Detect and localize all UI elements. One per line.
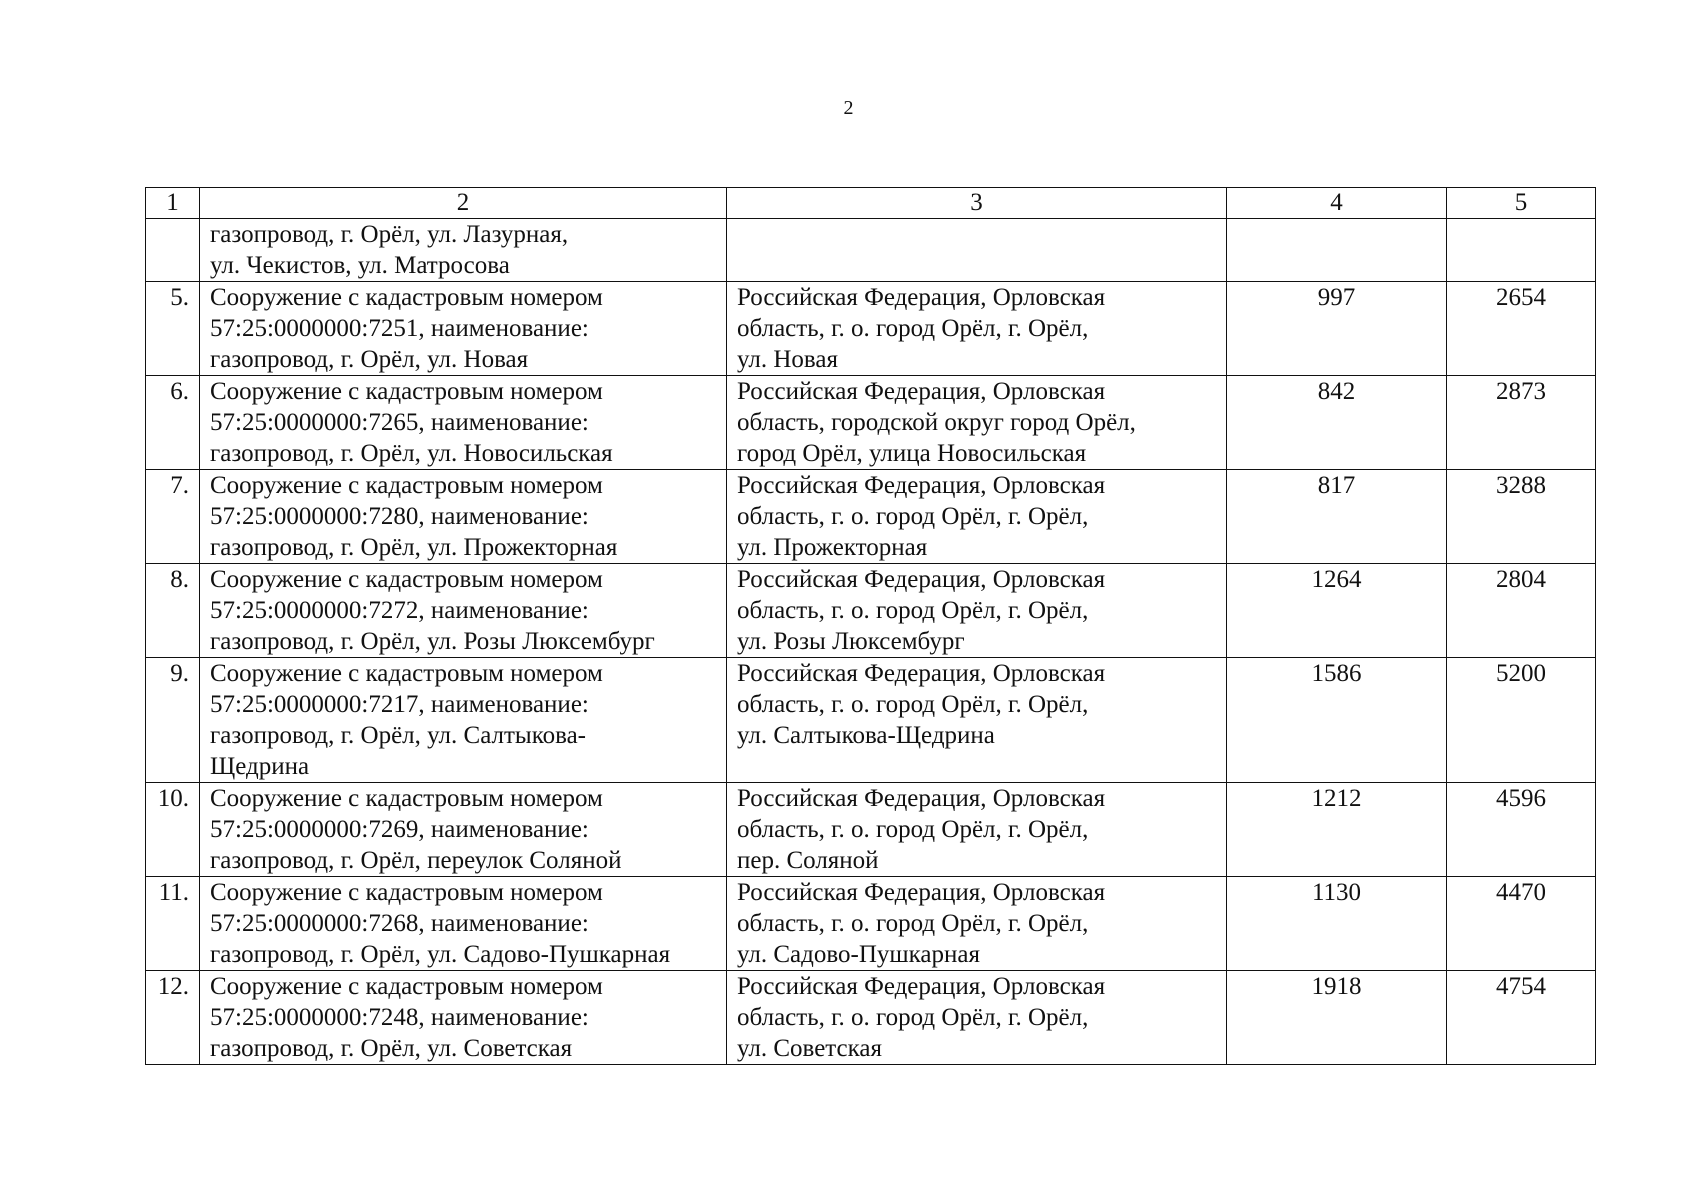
description-line: 57:25:0000000:7265, наименование: — [210, 409, 589, 436]
column-4-value: 817 — [1227, 470, 1447, 564]
object-address — [727, 877, 1227, 971]
column-4-value: 842 — [1227, 376, 1447, 470]
column-5-value: 5200 — [1447, 658, 1596, 783]
object-address — [727, 658, 1227, 783]
description-line: Сооружение с кадастровым номером — [210, 660, 603, 687]
address-line: Российская Федерация, Орловская — [737, 879, 1106, 906]
address-line: Российская Федерация, Орловская — [737, 973, 1106, 1000]
table-row — [146, 971, 1596, 1065]
address-line: Российская Федерация, Орловская — [737, 660, 1106, 687]
address-line: Российская Федерация, Орловская — [737, 378, 1106, 405]
description-line: газопровод, г. Орёл, ул. Садово-Пушкарная — [210, 941, 671, 968]
address-line: область, г. о. город Орёл, г. Орёл, — [737, 910, 1089, 937]
object-description — [200, 564, 727, 658]
address-line: ул. Розы Люксембург — [737, 628, 965, 655]
description-line: 57:25:0000000:7268, наименование: — [210, 910, 589, 937]
table-row — [146, 783, 1596, 877]
description-line: 57:25:0000000:7280, наименование: — [210, 503, 589, 530]
description-line: газопровод, г. Орёл, ул. Прожекторная — [210, 534, 618, 561]
column-4-value: 997 — [1227, 282, 1447, 376]
row-number: 5. — [146, 282, 200, 376]
row-number: 11. — [146, 877, 200, 971]
page-number: 2 — [843, 97, 854, 119]
column-4-value: 1264 — [1227, 564, 1447, 658]
column-4-value: 1130 — [1227, 877, 1447, 971]
table-row — [146, 376, 1596, 470]
column-5-value: 2804 — [1447, 564, 1596, 658]
header-col-5: 5 — [1447, 188, 1596, 219]
object-description — [200, 219, 727, 282]
object-description — [200, 658, 727, 783]
address-line: область, г. о. город Орёл, г. Орёл, — [737, 315, 1089, 342]
table-row — [146, 658, 1596, 783]
column-4-value: 1918 — [1227, 971, 1447, 1065]
address-line: ул. Салтыкова-Щедрина — [737, 722, 995, 749]
row-number: 10. — [146, 783, 200, 877]
description-line: газопровод, г. Орёл, ул. Лазурная, — [210, 221, 569, 248]
column-5-value — [1447, 219, 1596, 282]
address-line: Российская Федерация, Орловская — [737, 785, 1106, 812]
header-col-2: 2 — [200, 188, 727, 219]
table-row — [146, 564, 1596, 658]
object-address — [727, 783, 1227, 877]
description-line: Сооружение с кадастровым номером — [210, 284, 603, 311]
object-description — [200, 783, 727, 877]
address-line: Российская Федерация, Орловская — [737, 472, 1106, 499]
object-address — [727, 376, 1227, 470]
description-line: Сооружение с кадастровым номером — [210, 378, 603, 405]
address-line: область, г. о. город Орёл, г. Орёл, — [737, 816, 1089, 843]
row-number: 12. — [146, 971, 200, 1065]
description-line: газопровод, г. Орёл, ул. Новосильская — [210, 440, 613, 467]
description-line: Щедрина — [210, 753, 310, 780]
column-5-value: 3288 — [1447, 470, 1596, 564]
address-line: область, г. о. город Орёл, г. Орёл, — [737, 691, 1089, 718]
description-line: Сооружение с кадастровым номером — [210, 785, 603, 812]
header-col-4: 4 — [1227, 188, 1447, 219]
address-line: ул. Советская — [737, 1035, 882, 1062]
object-description — [200, 376, 727, 470]
address-line: область, г. о. город Орёл, г. Орёл, — [737, 1004, 1089, 1031]
description-line: Сооружение с кадастровым номером — [210, 566, 603, 593]
address-line: Российская Федерация, Орловская — [737, 566, 1106, 593]
header-col-3: 3 — [727, 188, 1227, 219]
row-number: 9. — [146, 658, 200, 783]
description-line: 57:25:0000000:7217, наименование: — [210, 691, 589, 718]
description-line: газопровод, г. Орёл, ул. Новая — [210, 346, 529, 373]
registry-table — [145, 187, 1596, 1065]
description-line: газопровод, г. Орёл, ул. Советская — [210, 1035, 573, 1062]
table-row — [146, 219, 1596, 282]
description-line: газопровод, г. Орёл, ул. Салтыкова- — [210, 722, 586, 749]
table-row — [146, 470, 1596, 564]
description-line: 57:25:0000000:7269, наименование: — [210, 816, 589, 843]
address-line: ул. Прожекторная — [737, 534, 928, 561]
address-line: пер. Соляной — [737, 847, 879, 874]
object-address — [727, 564, 1227, 658]
column-5-value: 4596 — [1447, 783, 1596, 877]
description-line: 57:25:0000000:7251, наименование: — [210, 315, 589, 342]
header-row — [146, 188, 1596, 219]
column-4-value — [1227, 219, 1447, 282]
column-5-value: 2873 — [1447, 376, 1596, 470]
address-line: Российская Федерация, Орловская — [737, 284, 1106, 311]
table-row — [146, 877, 1596, 971]
address-line: ул. Новая — [737, 346, 839, 373]
row-number: 8. — [146, 564, 200, 658]
description-line: Сооружение с кадастровым номером — [210, 973, 603, 1000]
description-line: газопровод, г. Орёл, переулок Соляной — [210, 847, 622, 874]
table-row — [146, 282, 1596, 376]
object-address — [727, 282, 1227, 376]
description-line: газопровод, г. Орёл, ул. Розы Люксембург — [210, 628, 655, 655]
header-col-1: 1 — [146, 188, 200, 219]
object-address — [727, 971, 1227, 1065]
address-line: город Орёл, улица Новосильская — [737, 440, 1087, 467]
row-number: 7. — [146, 470, 200, 564]
description-line: ул. Чекистов, ул. Матросова — [210, 252, 510, 279]
object-address — [727, 219, 1227, 282]
column-5-value: 4754 — [1447, 971, 1596, 1065]
address-line: область, г. о. город Орёл, г. Орёл, — [737, 503, 1089, 530]
description-line: Сооружение с кадастровым номером — [210, 879, 603, 906]
address-line: область, городской округ город Орёл, — [737, 409, 1136, 436]
address-line: область, г. о. город Орёл, г. Орёл, — [737, 597, 1089, 624]
object-description — [200, 470, 727, 564]
description-line: 57:25:0000000:7248, наименование: — [210, 1004, 589, 1031]
column-4-value: 1212 — [1227, 783, 1447, 877]
column-4-value: 1586 — [1227, 658, 1447, 783]
table-body — [146, 219, 1596, 1065]
description-line: Сооружение с кадастровым номером — [210, 472, 603, 499]
row-number — [146, 219, 200, 282]
column-5-value: 2654 — [1447, 282, 1596, 376]
column-5-value: 4470 — [1447, 877, 1596, 971]
description-line: 57:25:0000000:7272, наименование: — [210, 597, 589, 624]
object-description — [200, 971, 727, 1065]
object-address — [727, 470, 1227, 564]
object-description — [200, 282, 727, 376]
row-number: 6. — [146, 376, 200, 470]
object-description — [200, 877, 727, 971]
address-line: ул. Садово-Пушкарная — [737, 941, 980, 968]
